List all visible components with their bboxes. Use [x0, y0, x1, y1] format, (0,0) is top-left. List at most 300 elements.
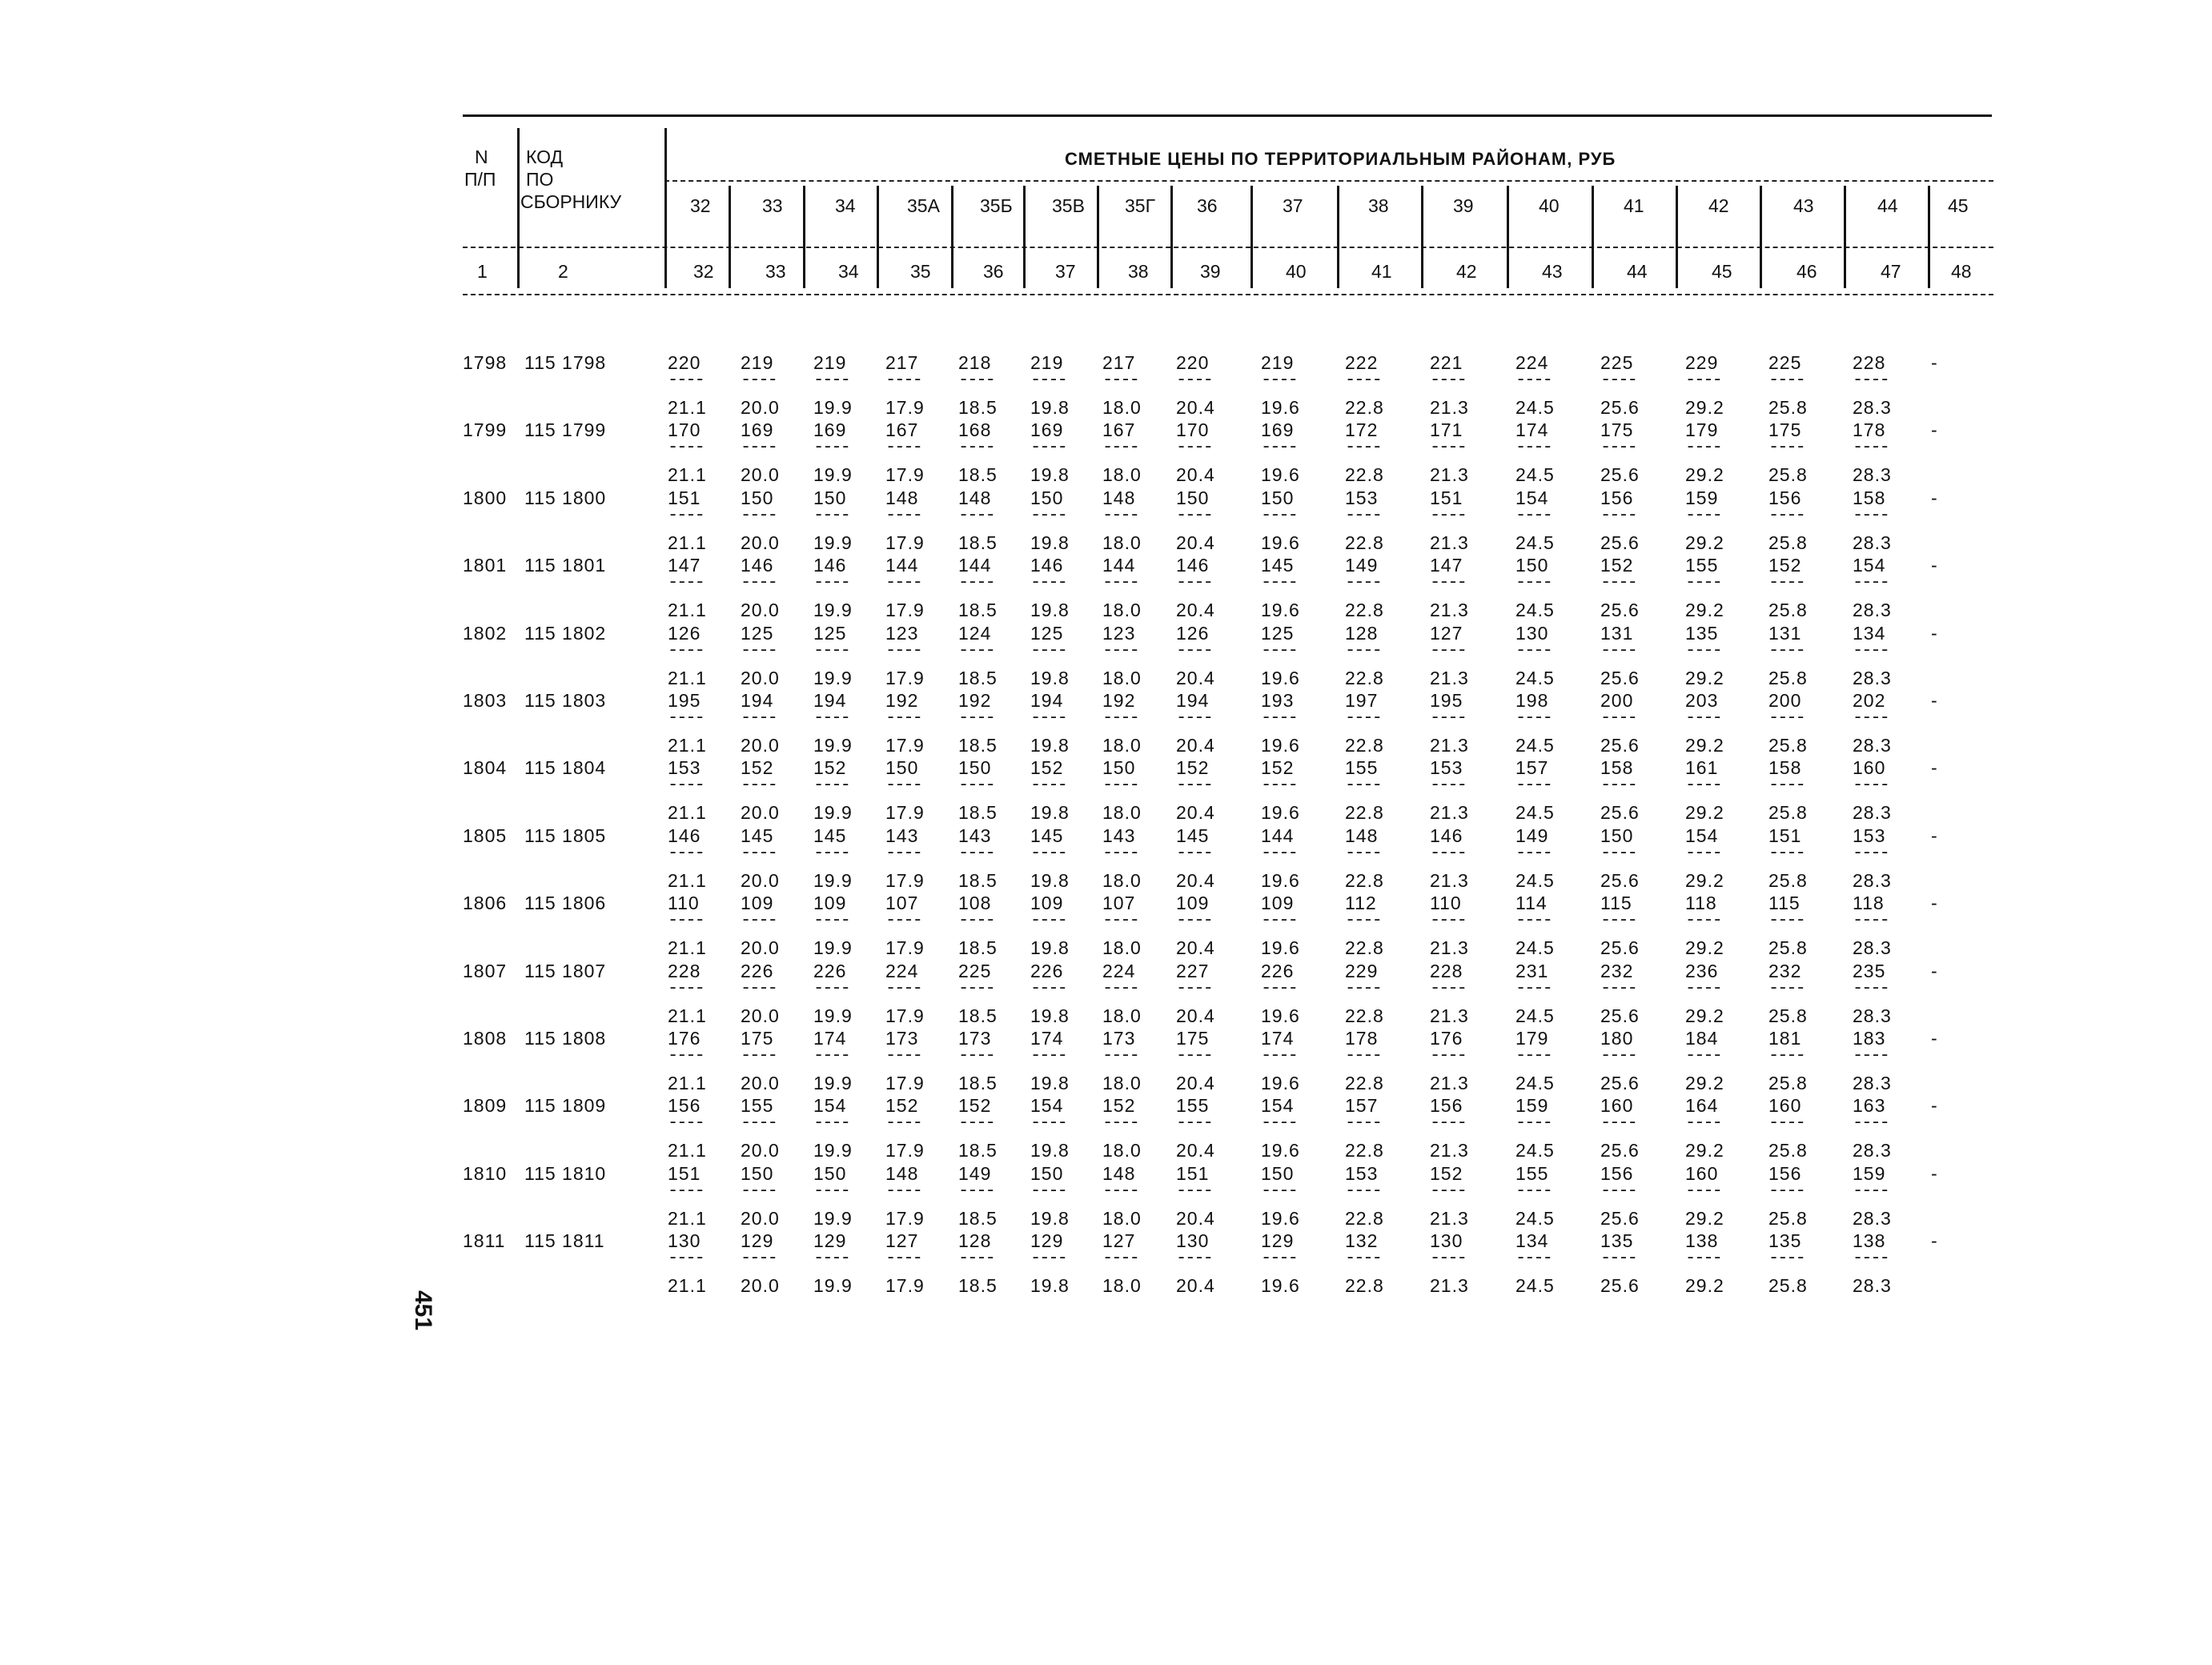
- price-cell: 110: [1430, 893, 1462, 914]
- index-cell: 24.5: [1515, 532, 1555, 553]
- price-cell: 225: [958, 960, 992, 981]
- fraction-dash: ----: [741, 708, 777, 728]
- header-column-separator: [1592, 186, 1594, 288]
- price-cell: 218: [958, 352, 992, 373]
- price-cell: 153: [1345, 1162, 1379, 1184]
- fraction-dash: ----: [741, 1248, 777, 1269]
- fraction-dash: ----: [1102, 910, 1138, 931]
- index-cell: 25.6: [1600, 735, 1640, 756]
- index-cell: 20.4: [1176, 1207, 1215, 1229]
- fraction-dash: ----: [1600, 437, 1636, 458]
- price-cell: 128: [1345, 622, 1379, 644]
- fraction-dash: ----: [1685, 910, 1721, 931]
- fraction-dash: ----: [1176, 708, 1212, 728]
- fraction-dash: ----: [1768, 1113, 1805, 1133]
- fraction-dash: ----: [1430, 437, 1466, 458]
- index-cell: 28.3: [1853, 464, 1892, 486]
- price-cell: 235: [1853, 960, 1886, 981]
- index-cell: 19.9: [813, 802, 853, 824]
- index-cell: 19.8: [1030, 397, 1070, 418]
- fraction-dash: ----: [813, 572, 849, 593]
- price-cell: 155: [741, 1095, 774, 1117]
- last-col-dash: -: [1931, 487, 1938, 508]
- price-cell: 132: [1345, 1230, 1379, 1252]
- fraction-dash: ----: [885, 1180, 921, 1201]
- district-header-3: 34: [835, 195, 856, 216]
- fraction-dash: ----: [741, 977, 777, 998]
- row-code: 115 1801: [524, 555, 607, 576]
- fraction-dash: ----: [1102, 775, 1138, 796]
- fraction-dash: ----: [885, 1045, 921, 1065]
- fraction-dash: ----: [1515, 640, 1552, 660]
- index-cell: 20.4: [1176, 532, 1215, 553]
- price-cell: 220: [668, 352, 701, 373]
- header-top-rule: [463, 114, 1992, 117]
- header-column-separator: [803, 186, 805, 288]
- header-mid-rule: [664, 180, 1993, 182]
- price-cell: 146: [1030, 555, 1064, 576]
- fraction-dash: ----: [1768, 910, 1805, 931]
- price-cell: 203: [1685, 690, 1719, 711]
- index-cell: 25.6: [1600, 667, 1640, 688]
- fraction-dash: ----: [1030, 842, 1066, 863]
- index-cell: 18.0: [1102, 802, 1142, 824]
- fraction-dash: ----: [1853, 910, 1889, 931]
- fraction-dash: ----: [1030, 1113, 1066, 1133]
- price-cell: 150: [813, 1162, 847, 1184]
- index-cell: 18.5: [958, 464, 998, 486]
- index-cell: 20.4: [1176, 667, 1215, 688]
- index-cell: 20.0: [741, 667, 780, 688]
- price-cell: 135: [1768, 1230, 1802, 1252]
- price-cell: 124: [958, 622, 992, 644]
- fraction-dash: ----: [1261, 842, 1297, 863]
- price-cell: 176: [668, 1028, 701, 1049]
- price-cell: 231: [1515, 960, 1549, 981]
- index-cell: 29.2: [1685, 667, 1724, 688]
- fraction-dash: ----: [1261, 910, 1297, 931]
- last-col-dash: -: [1931, 419, 1938, 441]
- index-cell: 17.9: [885, 869, 925, 891]
- index-cell: 17.9: [885, 1207, 925, 1229]
- fraction-dash: ----: [741, 370, 777, 390]
- index-cell: 17.9: [885, 1005, 925, 1026]
- fraction-dash: ----: [1102, 504, 1138, 525]
- price-cell: 126: [668, 622, 701, 644]
- fraction-dash: ----: [1261, 775, 1297, 796]
- index-cell: 19.8: [1030, 1005, 1070, 1026]
- index-cell: 28.3: [1853, 532, 1892, 553]
- fraction-dash: ----: [885, 370, 921, 390]
- col-num-label-1: N: [475, 146, 488, 167]
- fraction-dash: ----: [1102, 1248, 1138, 1269]
- fraction-dash: ----: [1515, 775, 1552, 796]
- last-col-dash: -: [1931, 1230, 1938, 1252]
- col-code-label-2: ПО: [526, 169, 554, 190]
- price-cell: 109: [1030, 893, 1064, 914]
- index-cell: 25.6: [1600, 464, 1640, 486]
- fraction-dash: ----: [1176, 640, 1212, 660]
- index-cell: 19.8: [1030, 1073, 1070, 1093]
- price-cell: 183: [1853, 1028, 1886, 1049]
- fraction-dash: ----: [1030, 437, 1066, 458]
- fraction-dash: ----: [741, 910, 777, 931]
- index-cell: 19.6: [1261, 802, 1300, 824]
- index-cell: 20.4: [1176, 464, 1215, 486]
- index-cell: 21.1: [668, 1005, 707, 1026]
- index-cell: 19.8: [1030, 600, 1070, 621]
- fraction-dash: ----: [1515, 1248, 1552, 1269]
- row-number: 1807: [463, 960, 508, 981]
- fraction-dash: ----: [1345, 842, 1381, 863]
- fraction-dash: ----: [813, 370, 849, 390]
- header-column-separator: [877, 186, 879, 288]
- index-cell: 18.0: [1102, 397, 1142, 418]
- price-cell: 226: [813, 960, 847, 981]
- index-cell: 25.8: [1768, 1073, 1808, 1093]
- fraction-dash: ----: [958, 1180, 994, 1201]
- fraction-dash: ----: [1261, 708, 1297, 728]
- column-index-16: 47: [1881, 261, 1901, 282]
- index-cell: 20.0: [741, 1140, 780, 1161]
- fraction-dash: ----: [1853, 842, 1889, 863]
- index-cell: 20.4: [1176, 735, 1215, 756]
- price-cell: 174: [1030, 1028, 1064, 1049]
- index-cell: 18.0: [1102, 1275, 1142, 1297]
- fraction-dash: ----: [813, 1113, 849, 1133]
- fraction-dash: ----: [1430, 910, 1466, 931]
- price-cell: 194: [1176, 690, 1210, 711]
- fraction-dash: ----: [668, 640, 704, 660]
- price-cell: 152: [1768, 555, 1802, 576]
- fraction-dash: ----: [885, 640, 921, 660]
- fraction-dash: ----: [1600, 504, 1636, 525]
- col-code-label-3: СБОРНИКУ: [520, 191, 622, 212]
- price-cell: 222: [1345, 352, 1379, 373]
- index-cell: 21.3: [1430, 667, 1469, 688]
- price-cell: 154: [1853, 555, 1886, 576]
- fraction-dash: ----: [1176, 370, 1212, 390]
- fraction-dash: ----: [1515, 910, 1552, 931]
- last-col-dash: -: [1931, 757, 1938, 779]
- price-cell: 150: [1261, 487, 1295, 508]
- fraction-dash: ----: [1515, 504, 1552, 525]
- fraction-dash: ----: [1102, 1045, 1138, 1065]
- index-cell: 17.9: [885, 600, 925, 621]
- fraction-dash: ----: [1600, 708, 1636, 728]
- column-index-9: 40: [1286, 261, 1307, 282]
- price-cell: 151: [668, 487, 701, 508]
- price-cell: 158: [1768, 757, 1802, 779]
- index-cell: 22.8: [1345, 1275, 1384, 1297]
- index-cell: 20.4: [1176, 937, 1215, 959]
- fraction-dash: ----: [741, 572, 777, 593]
- price-cell: 228: [668, 960, 701, 981]
- price-cell: 225: [1768, 352, 1802, 373]
- fraction-dash: ----: [1768, 1180, 1805, 1201]
- fraction-dash: ----: [1345, 640, 1381, 660]
- fraction-dash: ----: [1853, 977, 1889, 998]
- fraction-dash: ----: [1102, 1113, 1138, 1133]
- fraction-dash: ----: [1600, 977, 1636, 998]
- col-num-label-2: П/П: [464, 169, 496, 190]
- fraction-dash: ----: [1176, 1045, 1212, 1065]
- index-cell: 20.0: [741, 1005, 780, 1026]
- fraction-dash: ----: [1430, 842, 1466, 863]
- price-cell: 146: [741, 555, 774, 576]
- price-cell: 229: [1685, 352, 1719, 373]
- fraction-dash: ----: [1515, 708, 1552, 728]
- index-cell: 18.0: [1102, 735, 1142, 756]
- row-code: 115 1809: [524, 1095, 607, 1117]
- fraction-dash: ----: [1768, 842, 1805, 863]
- price-cell: 130: [1176, 1230, 1210, 1252]
- fraction-dash: ----: [1853, 1045, 1889, 1065]
- fraction-dash: ----: [813, 437, 849, 458]
- fraction-dash: ----: [1430, 504, 1466, 525]
- column-index-1: 32: [693, 261, 714, 282]
- price-cell: 152: [1176, 757, 1210, 779]
- index-cell: 24.5: [1515, 1275, 1555, 1297]
- fraction-dash: ----: [1685, 775, 1721, 796]
- row-code: 115 1804: [524, 757, 607, 779]
- fraction-dash: ----: [1176, 1248, 1212, 1269]
- fraction-dash: ----: [1853, 708, 1889, 728]
- price-cell: 131: [1600, 622, 1634, 644]
- price-cell: 109: [1261, 893, 1295, 914]
- price-cell: 150: [1102, 757, 1136, 779]
- district-header-4: 35А: [907, 195, 940, 216]
- price-cell: 160: [1600, 1095, 1634, 1117]
- fraction-dash: ----: [1515, 437, 1552, 458]
- row-number: 1806: [463, 893, 508, 914]
- price-cell: 128: [958, 1230, 992, 1252]
- index-cell: 22.8: [1345, 1073, 1384, 1093]
- price-cell: 138: [1685, 1230, 1719, 1252]
- index-col-1: 1: [477, 261, 488, 282]
- price-cell: 174: [1261, 1028, 1295, 1049]
- price-cell: 144: [885, 555, 919, 576]
- index-cell: 25.8: [1768, 1207, 1808, 1229]
- index-cell: 19.9: [813, 397, 853, 418]
- index-cell: 21.3: [1430, 600, 1469, 621]
- fraction-dash: ----: [1430, 775, 1466, 796]
- fraction-dash: ----: [1030, 1180, 1066, 1201]
- index-cell: 24.5: [1515, 464, 1555, 486]
- price-cell: 226: [1261, 960, 1295, 981]
- fraction-dash: ----: [1345, 1180, 1381, 1201]
- price-cell: 181: [1768, 1028, 1802, 1049]
- row-number: 1804: [463, 757, 508, 779]
- index-cell: 17.9: [885, 464, 925, 486]
- price-cell: 148: [885, 1162, 919, 1184]
- header-bottom-rule: [463, 294, 1993, 295]
- index-cell: 28.3: [1853, 1140, 1892, 1161]
- fraction-dash: ----: [1345, 370, 1381, 390]
- index-cell: 20.0: [741, 869, 780, 891]
- price-cell: 170: [668, 419, 701, 441]
- price-cell: 179: [1685, 419, 1719, 441]
- price-cell: 228: [1430, 960, 1463, 981]
- price-cell: 153: [1853, 824, 1886, 846]
- index-cell: 18.5: [958, 397, 998, 418]
- price-cell: 151: [1430, 487, 1463, 508]
- row-code: 115 1811: [524, 1230, 605, 1252]
- fraction-dash: ----: [1685, 708, 1721, 728]
- index-cell: 22.8: [1345, 1140, 1384, 1161]
- price-cell: 145: [1030, 824, 1064, 846]
- fraction-dash: ----: [668, 437, 704, 458]
- fraction-dash: ----: [885, 1113, 921, 1133]
- index-cell: 21.3: [1430, 1005, 1469, 1026]
- column-index-12: 43: [1542, 261, 1563, 282]
- last-col-dash: -: [1931, 1162, 1938, 1184]
- index-cell: 25.6: [1600, 1207, 1640, 1229]
- price-cell: 170: [1176, 419, 1210, 441]
- price-cell: 146: [1176, 555, 1210, 576]
- fraction-dash: ----: [1030, 1045, 1066, 1065]
- fraction-dash: ----: [1430, 1248, 1466, 1269]
- fraction-dash: ----: [1600, 1045, 1636, 1065]
- index-cell: 17.9: [885, 937, 925, 959]
- fraction-dash: ----: [813, 910, 849, 931]
- index-cell: 28.3: [1853, 1073, 1892, 1093]
- fraction-dash: ----: [1176, 1180, 1212, 1201]
- index-cell: 19.9: [813, 532, 853, 553]
- fraction-dash: ----: [1430, 708, 1466, 728]
- row-code: 115 1805: [524, 824, 607, 846]
- price-cell: 143: [958, 824, 992, 846]
- index-cell: 17.9: [885, 1140, 925, 1161]
- price-cell: 173: [958, 1028, 992, 1049]
- fraction-dash: ----: [1261, 640, 1297, 660]
- price-cell: 151: [1176, 1162, 1210, 1184]
- index-cell: 19.8: [1030, 1140, 1070, 1161]
- fraction-dash: ----: [958, 437, 994, 458]
- index-cell: 20.0: [741, 397, 780, 418]
- price-cell: 126: [1176, 622, 1210, 644]
- index-cell: 24.5: [1515, 1005, 1555, 1026]
- index-cell: 24.5: [1515, 802, 1555, 824]
- index-cell: 29.2: [1685, 869, 1724, 891]
- fraction-dash: ----: [1102, 572, 1138, 593]
- price-cell: 226: [1030, 960, 1064, 981]
- fraction-dash: ----: [958, 842, 994, 863]
- price-cell: 157: [1515, 757, 1549, 779]
- fraction-dash: ----: [1030, 640, 1066, 660]
- last-col-dash: -: [1931, 1028, 1938, 1049]
- index-cell: 21.1: [668, 600, 707, 621]
- index-cell: 25.8: [1768, 532, 1808, 553]
- column-index-17: 48: [1951, 261, 1972, 282]
- row-code: 115 1806: [524, 893, 607, 914]
- price-cell: 130: [1430, 1230, 1463, 1252]
- fraction-dash: ----: [1685, 437, 1721, 458]
- fraction-dash: ----: [1430, 370, 1466, 390]
- last-col-dash: -: [1931, 690, 1938, 711]
- price-cell: 118: [1685, 893, 1717, 914]
- price-cell: 194: [813, 690, 847, 711]
- fraction-dash: ----: [1853, 1113, 1889, 1133]
- price-cell: 192: [958, 690, 992, 711]
- index-cell: 29.2: [1685, 397, 1724, 418]
- fraction-dash: ----: [1515, 977, 1552, 998]
- price-cell: 224: [1102, 960, 1136, 981]
- fraction-dash: ----: [885, 504, 921, 525]
- district-header-9: 37: [1283, 195, 1303, 216]
- fraction-dash: ----: [813, 1248, 849, 1269]
- fraction-dash: ----: [1176, 572, 1212, 593]
- index-cell: 18.0: [1102, 869, 1142, 891]
- price-cell: 135: [1600, 1230, 1634, 1252]
- index-cell: 25.6: [1600, 532, 1640, 553]
- fraction-dash: ----: [1685, 572, 1721, 593]
- index-cell: 19.8: [1030, 1207, 1070, 1229]
- price-cell: 123: [1102, 622, 1136, 644]
- index-cell: 25.6: [1600, 869, 1640, 891]
- fraction-dash: ----: [1102, 977, 1138, 998]
- column-index-2: 33: [765, 261, 786, 282]
- price-cell: 145: [1261, 555, 1295, 576]
- fraction-dash: ----: [668, 1180, 704, 1201]
- price-cell: 130: [668, 1230, 701, 1252]
- price-cell: 125: [1030, 622, 1064, 644]
- price-cell: 138: [1853, 1230, 1886, 1252]
- index-cell: 18.5: [958, 1005, 998, 1026]
- price-cell: 221: [1430, 352, 1463, 373]
- index-cell: 28.3: [1853, 600, 1892, 621]
- fraction-dash: ----: [1102, 640, 1138, 660]
- index-cell: 18.5: [958, 735, 998, 756]
- price-cell: 156: [1600, 487, 1634, 508]
- index-cell: 17.9: [885, 1073, 925, 1093]
- index-cell: 21.3: [1430, 397, 1469, 418]
- row-code: 115 1798: [524, 352, 607, 373]
- price-cell: 194: [1030, 690, 1064, 711]
- price-cell: 123: [885, 622, 919, 644]
- row-number: 1811: [463, 1230, 506, 1252]
- price-cell: 152: [1102, 1095, 1136, 1117]
- price-cell: 118: [1853, 893, 1885, 914]
- index-cell: 19.9: [813, 937, 853, 959]
- price-cell: 174: [1515, 419, 1549, 441]
- index-cell: 25.8: [1768, 937, 1808, 959]
- price-cell: 146: [668, 824, 701, 846]
- index-cell: 20.4: [1176, 1275, 1215, 1297]
- price-cell: 153: [1345, 487, 1379, 508]
- row-code: 115 1808: [524, 1028, 607, 1049]
- price-cell: 129: [1261, 1230, 1295, 1252]
- header-vbar: [664, 128, 667, 288]
- last-col-dash: -: [1931, 893, 1938, 914]
- fraction-dash: ----: [958, 977, 994, 998]
- index-col-2: 2: [558, 261, 568, 282]
- index-cell: 18.0: [1102, 600, 1142, 621]
- index-cell: 19.9: [813, 1140, 853, 1161]
- fraction-dash: ----: [1102, 370, 1138, 390]
- index-cell: 25.6: [1600, 397, 1640, 418]
- price-cell: 198: [1515, 690, 1549, 711]
- row-number: 1808: [463, 1028, 508, 1049]
- fraction-dash: ----: [1102, 437, 1138, 458]
- fraction-dash: ----: [1768, 775, 1805, 796]
- price-cell: 156: [1768, 1162, 1802, 1184]
- index-cell: 19.9: [813, 600, 853, 621]
- index-cell: 19.9: [813, 667, 853, 688]
- fraction-dash: ----: [1515, 1045, 1552, 1065]
- index-cell: 28.3: [1853, 869, 1892, 891]
- row-code: 115 1800: [524, 487, 607, 508]
